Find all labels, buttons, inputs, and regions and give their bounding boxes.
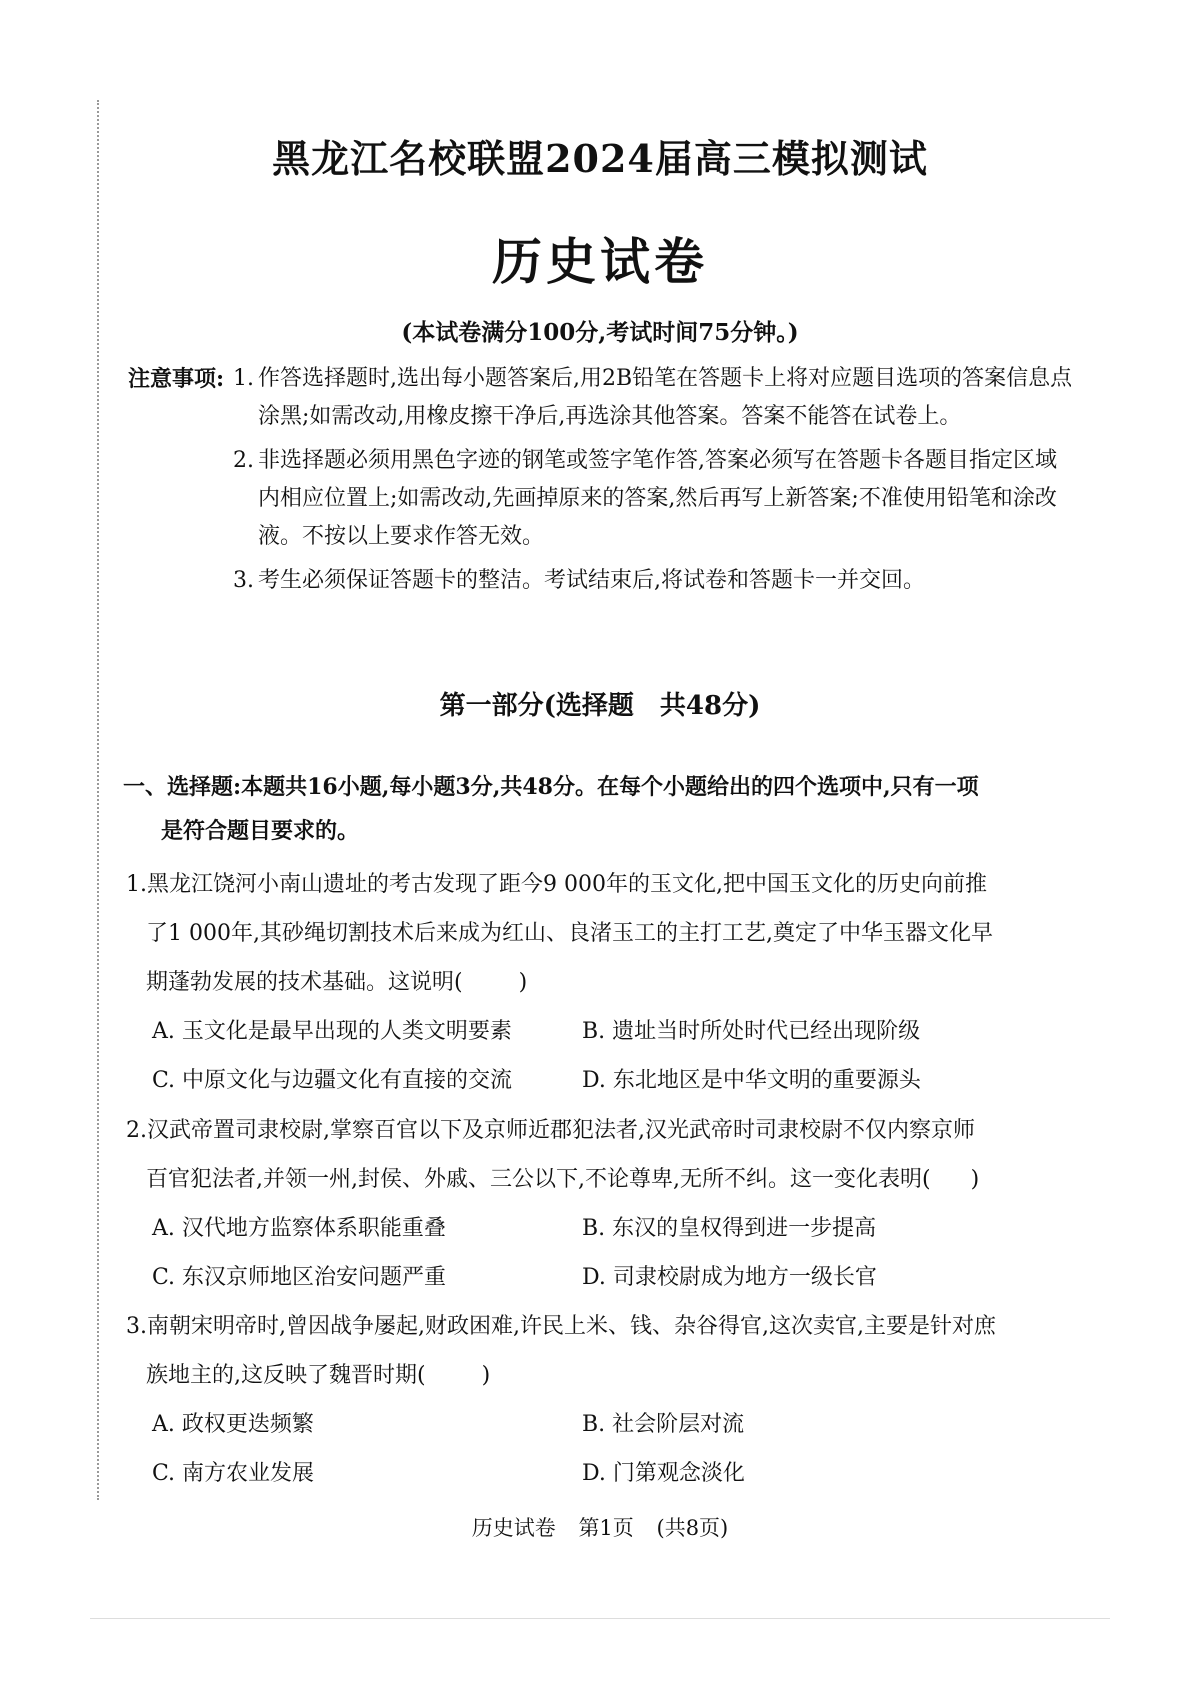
footer-page-number: 第1页 <box>578 1516 634 1540</box>
note-item <box>233 360 1078 436</box>
note-item <box>233 562 1078 600</box>
exam-title: 黑龙江名校联盟2024届高三模拟测试 <box>272 136 928 181</box>
paper-name: 历史试卷 <box>492 232 708 291</box>
option-c: C. 东汉京师地区治安问题严重 <box>152 1265 447 1290</box>
option-a: A. 玉文化是最早出现的人类文明要素 <box>152 1019 512 1044</box>
option-c: C. 南方农业发展 <box>152 1461 315 1486</box>
options-grid <box>152 1204 1081 1302</box>
question-line: 3.南朝宋明帝时,曾因战争屡起,财政困难,许民上米、钱、杂谷得官,这次卖官,主要是针对庶 <box>126 1314 996 1339</box>
section-line: 一、选择题:本题共16小题,每小题3分,共48分。在每个小题给出的四个选项中,只有一项 <box>123 774 979 800</box>
note-text: 作答选择题时,选出每小题答案后,用2B铅笔在答题卡上将对应题目选项的答案信息点涂黑;如需改动,用橡皮擦干净后,再选涂其他答案。答案不能答在试卷上。 <box>258 366 1073 429</box>
question-line <box>146 1351 1081 1400</box>
note-text: 考生必须保证答题卡的整洁。考试结束后,将试卷和答题卡一并交回。 <box>258 568 925 593</box>
question-line: 了1 000年,其砂绳切割技术后来成为红山、良渚玉工的主打工艺,奠定了中华玉器文化早 <box>146 921 993 946</box>
option-d: D. 东北地区是中华文明的重要源头 <box>582 1068 921 1093</box>
question-text: 期蓬勃发展的技术基础。这说明( <box>146 970 463 995</box>
notes-label: 注意事项: <box>128 366 225 392</box>
question-line <box>146 1155 1081 1204</box>
options-grid <box>152 1400 1081 1498</box>
note-number: 3. <box>233 568 254 593</box>
answer-paren: ) <box>481 1363 491 1388</box>
exam-subtitle: (本试卷满分100分,考试时间75分钟。) <box>401 319 799 346</box>
footer-paper-name: 历史试卷 <box>471 1516 556 1540</box>
note-number: 1. <box>233 366 254 391</box>
note-item <box>233 442 1078 556</box>
option-d: D. 司隶校尉成为地方一级长官 <box>582 1265 877 1290</box>
note-number: 2. <box>233 448 254 473</box>
option-d: D. 门第观念淡化 <box>582 1461 745 1486</box>
options-grid <box>152 1007 1081 1105</box>
part-title: 第一部分(选择题 共48分) <box>439 691 761 721</box>
question-3 <box>126 1302 1081 1498</box>
binding-line <box>97 100 99 1500</box>
page-footer <box>0 1512 1200 1542</box>
section-instructions <box>123 765 1083 853</box>
answer-paren: ) <box>970 1167 980 1192</box>
question-line <box>146 958 1081 1007</box>
answer-paren: ) <box>518 970 528 995</box>
question-line: 1.黑龙江饶河小南山遗址的考古发现了距今9 000年的玉文化,把中国玉文化的历史向前推 <box>126 872 987 897</box>
option-b: B. 社会阶层对流 <box>582 1412 745 1437</box>
note-text: 非选择题必须用黑色字迹的钢笔或签字笔作答,答案必须写在答题卡各题目指定区域内相应位置上;如需改动,先画掉原来的答案,然后再写上新答案;不准使用铅笔和涂改液。不按以上要求作答无效。 <box>258 448 1057 549</box>
option-a: A. 汉代地方监察体系职能重叠 <box>152 1216 446 1241</box>
footer-total-pages: (共8页) <box>656 1516 729 1540</box>
section-line: 是符合题目要求的。 <box>161 818 360 844</box>
option-b: B. 遗址当时所处时代已经出现阶级 <box>582 1019 921 1044</box>
question-line: 2.汉武帝置司隶校尉,掌察百官以下及京师近郡犯法者,汉光武帝时司隶校尉不仅内察京师 <box>126 1118 975 1143</box>
question-1 <box>126 860 1081 1105</box>
option-c: C. 中原文化与边疆文化有直接的交流 <box>152 1068 513 1093</box>
option-b: B. 东汉的皇权得到进一步提高 <box>582 1216 877 1241</box>
bottom-divider <box>90 1618 1110 1619</box>
question-text: 族地主的,这反映了魏晋时期( <box>146 1363 426 1388</box>
question-text: 百官犯法者,并领一州,封侯、外戚、三公以下,不论尊卑,无所不纠。这一变化表明( <box>146 1167 931 1192</box>
option-a: A. 政权更迭频繁 <box>152 1412 314 1437</box>
question-2 <box>126 1106 1081 1302</box>
notes-section <box>128 360 1078 606</box>
